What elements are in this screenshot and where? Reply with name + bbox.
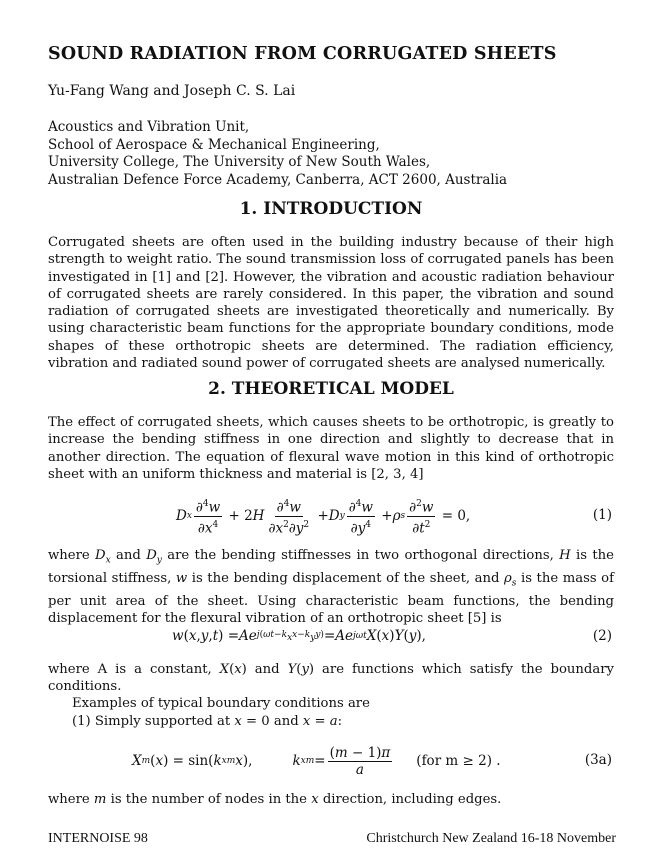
equation-3a	[48, 738, 614, 784]
equation-2-body: w ( x , y , t ) = Ae $j(\omega t-k_xx-k_yy)$ = Ae jωt X ( x ) Y ( y ),	[172, 628, 426, 644]
text-run: is the torsional stiffness,	[48, 548, 614, 586]
equation-3a-condition: (for m ≥ 2) .	[416, 753, 501, 769]
text-run: where	[48, 792, 90, 807]
text-run: (1) Simply supported at	[72, 714, 231, 729]
text-run: and	[116, 548, 141, 563]
affiliation-line: School of Aerospace & Mechanical Engineering,	[48, 136, 380, 153]
text-run: is the mass of per unit area of the sheet. Using characteristic beam functions, the bending displacement for the flexural vibration of an orthotropic sheet [5] is	[48, 570, 615, 627]
equation-2-number: (2)	[592, 628, 612, 644]
examples-line: Examples of typical boundary conditions are	[72, 696, 370, 711]
text-run: where	[48, 548, 90, 563]
text-run: are the bending stiffnesses in two orthogonal directions,	[167, 548, 554, 563]
text-run: direction, including edges.	[322, 792, 502, 807]
text-run: is the number of nodes in the	[110, 792, 307, 807]
equation-1	[48, 493, 614, 543]
theory-paragraph-1: The effect of corrugated sheets, which causes sheets to be orthotropic, is greatly to increase the bending stiffness in one direction and slightly to decrease that in another direction. The equation of flexural wave motion in this kind of orthotropic sheet with an uniform thickness and material is [2, 3, 4]	[48, 415, 614, 482]
footer-conference: INTERNOISE 98	[48, 831, 148, 846]
footer-location-date: Christchurch New Zealand 16-18 November	[366, 831, 616, 846]
paper-authors: Yu-Fang Wang and Joseph C. S. Lai	[48, 83, 296, 99]
section-heading-introduction: 1. INTRODUCTION	[239, 199, 423, 219]
equation-3a-number: (3a)	[584, 752, 612, 768]
equation-1-body: D x $\frac{\partial^4w}{\partial x^4}$ + 2 H $\frac{\partial^4w}{\partial x^2\partial y^2}$ + D y $\frac{\partial^4w}{\partial y^4}$ + ρ s $\frac{\partial^2w}{\partial t^2}$ = 0,	[176, 493, 470, 539]
case-1-line: (1) Simply supported at x = 0 and x = a:	[72, 714, 343, 729]
paper-title: SOUND RADIATION FROM CORRUGATED SHEETS	[48, 44, 557, 64]
text-run: are functions which satisfy the boundary conditions.	[48, 662, 614, 695]
equation-1-number: (1)	[592, 507, 612, 523]
affiliation-line: Acoustics and Vibration Unit,	[48, 119, 250, 135]
section-heading-theoretical-model: 2. THEORETICAL MODEL	[208, 379, 454, 399]
affiliation-block	[48, 119, 507, 189]
affiliation-line: Australian Defence Force Academy, Canberra, ACT 2600, Australia	[48, 171, 508, 188]
text-run: where A is a constant,	[48, 662, 212, 677]
text-run: is the bending displacement of the sheet, and	[191, 570, 500, 586]
affiliation-line: University College, The University of New South Wales,	[48, 154, 431, 170]
theory-paragraph-2: where $D_x$ and $D_y$ are the bending stiffnesses in two orthogonal directions, H is the torsional stiffness, w is the bending displacement of the sheet, and $\rho_s$ is the mass of per unit area of the sheet. Using characteristic beam functions, the bending displacement for the flexural vibration of an orthotropic sheet [5] is	[48, 548, 615, 627]
text-run: and	[254, 662, 280, 677]
equation-3a-body: X m ( x ) = sin( k xm x ), k xm = $\frac{(m - 1)\pi}{a}$ (for m ≥ 2) .	[132, 744, 501, 778]
theory-paragraph-3: where A is a constant, X(x) and Y(y) are functions which satisfy the boundary conditions.	[48, 662, 614, 695]
introduction-paragraph: Corrugated sheets are often used in the building industry because of their high strength to weight ratio. The sound transmission loss of corrugated panels has been investigated in [1] and [2]. However, the vibration and acoustic radiation behaviour of corrugated sheets are rarely considered. In this paper, the vibration and sound radiation of corrugated sheets are investigated theoretically and numerically. By using characteristic beam functions for the appropriate boundary conditions, mode shapes of these orthotropic sheets are determined. The radiation efficiency, vibration and radiated sound power of corrugated sheets are analysed numerically.	[48, 235, 614, 372]
text-run: and	[273, 714, 299, 729]
closing-line: where m is the number of nodes in the x direction, including edges.	[48, 792, 502, 807]
equation-2	[48, 626, 614, 652]
